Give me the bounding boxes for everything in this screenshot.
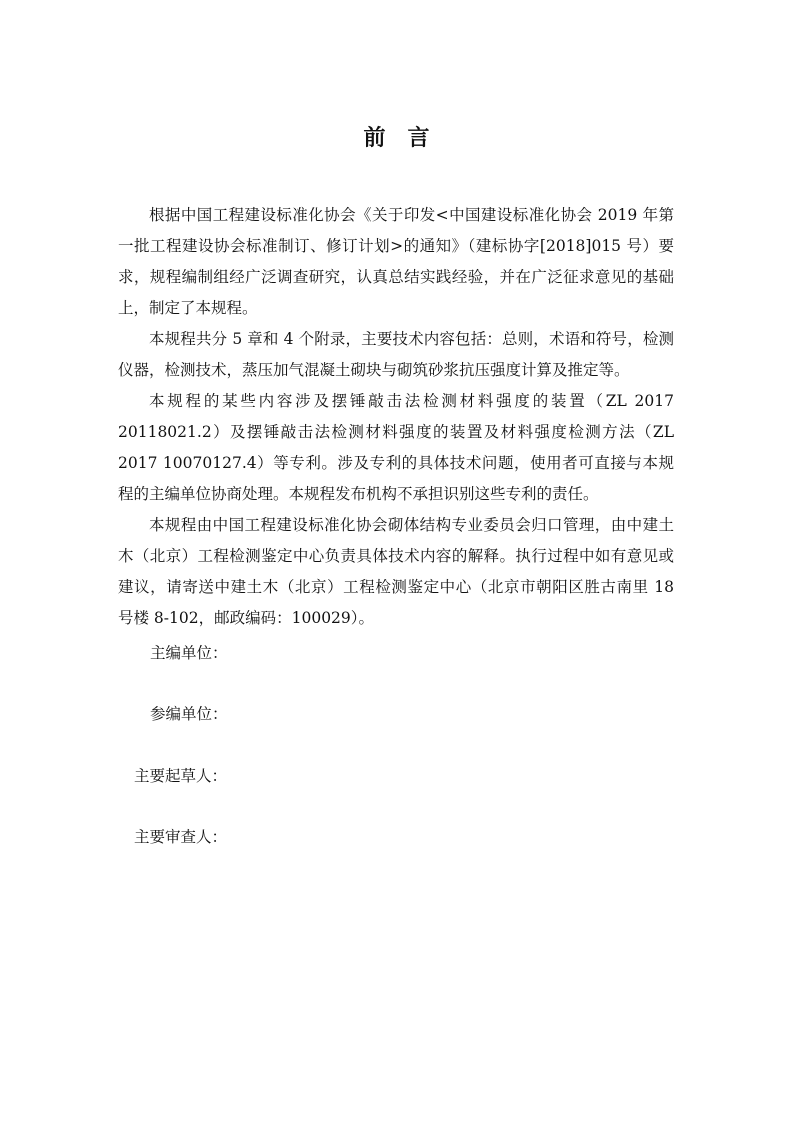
chief-drafters-label: 主要起草人： [134, 767, 228, 785]
chief-unit-label: 主编单位： [150, 644, 228, 662]
participating-unit-label: 参编单位： [150, 705, 228, 723]
paragraph-contents: 本规程共分 5 章和 4 个附录，主要技术内容包括：总则，术语和符号，检测仪器，检测技术，蒸压加气混凝土砌块与砌筑砂浆抗压强度计算及推定等。 [118, 330, 674, 379]
preface-body [118, 200, 674, 634]
paragraph-basis: 根据中国工程建设标准化协会《关于印发<中国建设标准化协会 2019 年第一批工程建设协会标准制订、修订计划>的通知》（建标协字[2018]015 号）要求，规程编制组经广泛调查研究，认真总结实践经验，并在广泛征求意见的基础上，制定了本规程。 [118, 206, 674, 317]
chief-reviewers-label: 主要审查人： [134, 828, 228, 846]
paragraph-patents: 本规程的某些内容涉及摆锤敲击法检测材料强度的装置（ZL 2017 20118021.2）及摆锤敲击法检测材料强度的装置及材料强度检测方法（ZL 2017 10070127.4）等专利。涉及专利的具体技术问题，使用者可直接与本规程的主编单位协商处理。本规程发布机构不承担识别这些专利的责任。 [118, 392, 674, 503]
paragraph-management: 本规程由中国工程建设标准化协会砌体结构专业委员会归口管理，由中建土木（北京）工程检测鉴定中心负责具体技术内容的解释。执行过程中如有意见或建议，请寄送中建土木（北京）工程检测鉴定中心（北京市朝阳区胜古南里 18 号楼 8-102，邮政编码：100029）。 [118, 516, 674, 627]
page-title: 前言 [363, 125, 452, 151]
